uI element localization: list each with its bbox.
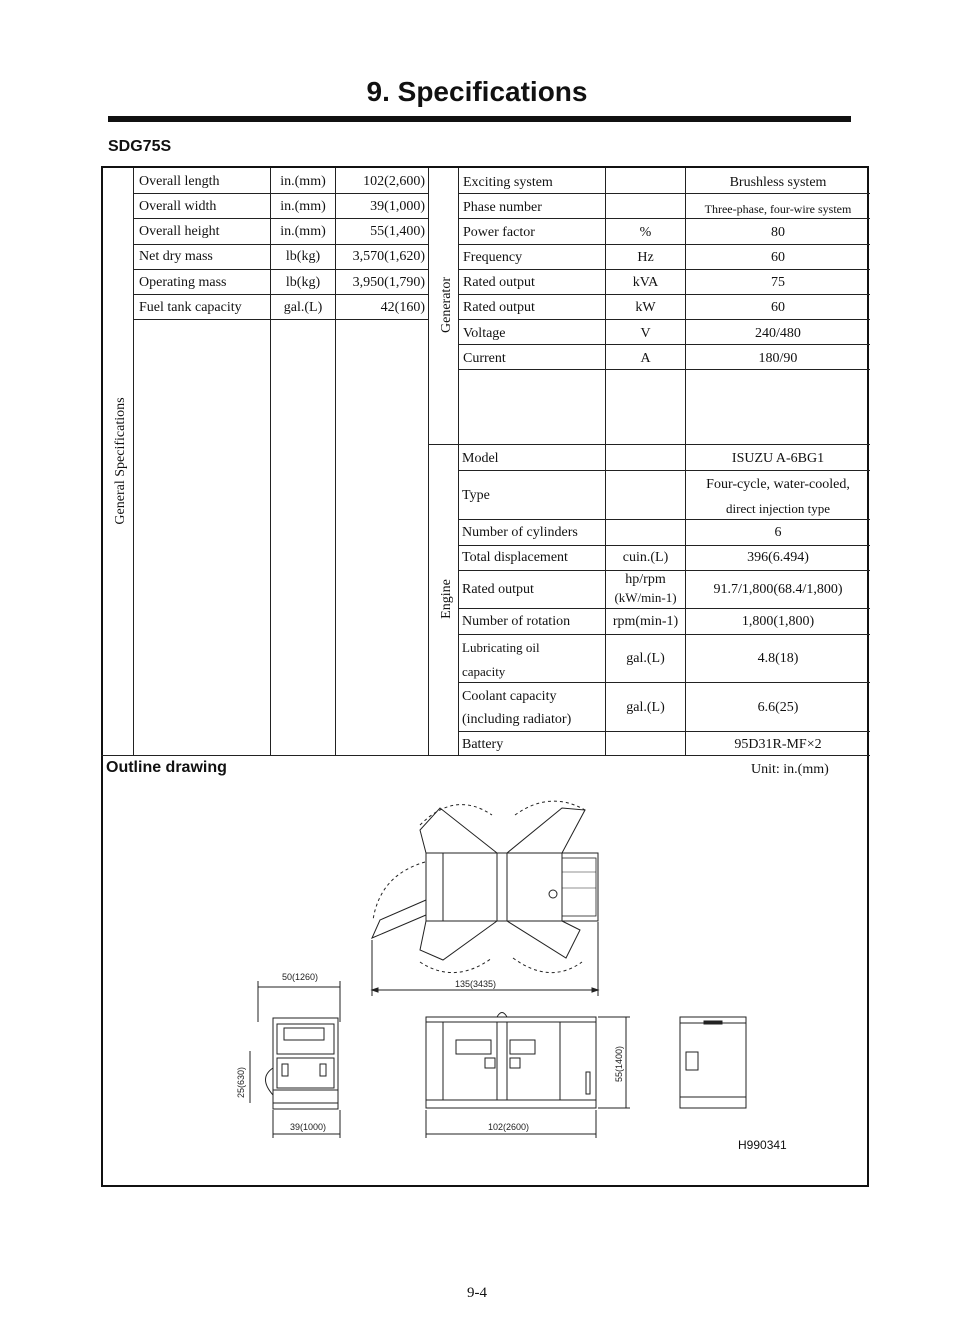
generator-item: Voltage (463, 326, 506, 341)
general-value: 39(1,000) (370, 199, 425, 214)
side-view (250, 981, 340, 1138)
general-item: Overall length (139, 174, 220, 189)
general-unit: lb(kg) (285, 249, 321, 264)
general-item: Overall height (139, 224, 220, 239)
engine-item: Battery (462, 737, 504, 752)
generator-item: Frequency (463, 250, 523, 265)
general-unit: in.(mm) (280, 174, 326, 189)
generator-section-label: Generator (439, 277, 454, 333)
engine-value: ISUZU A-6BG1 (731, 451, 825, 466)
top-view (372, 801, 598, 996)
dim-height: 55(1400) (614, 1045, 624, 1082)
rear-view (680, 1017, 746, 1108)
engine-item: Model (462, 451, 499, 466)
dim-top-length: 135(3435) (455, 979, 497, 989)
dim-length: 102(2600) (488, 1122, 530, 1132)
engine-value: 91.7/1,800(68.4/1,800) (713, 582, 843, 597)
general-section-label: General Specifications (113, 397, 128, 525)
generator-unit: Hz (637, 250, 654, 265)
engine-value: Four-cycle, water-cooled, (706, 477, 850, 492)
generator-unit: % (639, 225, 652, 240)
page-number: 9-4 (467, 1285, 487, 1301)
generator-value: 60 (771, 250, 785, 265)
title-rule (108, 116, 851, 122)
general-item: Overall width (139, 199, 217, 214)
general-item: Net dry mass (139, 249, 213, 264)
general-value: 42(160) (380, 300, 425, 315)
engine-value-line2: direct injection type (726, 501, 830, 516)
general-unit: in.(mm) (280, 224, 326, 239)
engine-unit: rpm(min-1) (612, 614, 679, 629)
long-view (426, 1013, 630, 1139)
engine-value: 6.6(25) (757, 700, 799, 715)
general-value: 3,570(1,620) (352, 249, 425, 264)
outline-unit: Unit: in.(mm) (751, 762, 829, 777)
generator-unit: kVA (632, 275, 659, 290)
general-value: 55(1,400) (370, 224, 425, 239)
outline-drawing (230, 790, 760, 1150)
engine-value: 396(6.494) (747, 550, 809, 565)
engine-value: 4.8(18) (757, 651, 799, 666)
dim-front-height: 25(630) (236, 1066, 246, 1098)
generator-value: 75 (771, 275, 785, 290)
engine-unit: gal.(L) (626, 700, 665, 715)
engine-item: Type (462, 488, 490, 503)
generator-value: Brushless system (729, 175, 827, 190)
general-value: 3,950(1,790) (352, 275, 425, 290)
generator-value: 180/90 (758, 351, 798, 366)
generator-item: Exciting system (463, 175, 553, 190)
engine-item: Rated output (462, 582, 534, 597)
engine-item: Number of rotation (462, 614, 571, 629)
engine-value: 6 (774, 525, 782, 540)
generator-item: Rated output (463, 275, 535, 290)
engine-item: Total displacement (462, 550, 568, 565)
generator-item: Power factor (463, 225, 535, 240)
drawing-code: H990341 (738, 1138, 787, 1152)
engine-item-line2: (including radiator) (462, 712, 572, 727)
dim-side-width: 50(1260) (282, 972, 319, 982)
model-name: SDG75S (108, 138, 172, 155)
generator-value: 80 (771, 225, 785, 240)
general-item: Operating mass (139, 275, 227, 290)
engine-item-line2: capacity (462, 664, 506, 679)
engine-unit: hp/rpm (625, 572, 666, 587)
general-unit: lb(kg) (285, 275, 321, 290)
generator-item: Phase number (463, 200, 542, 215)
generator-value: 240/480 (755, 326, 801, 341)
generator-item: Rated output (463, 300, 535, 315)
engine-item: Lubricating oil (462, 640, 540, 655)
generator-item: Current (463, 351, 506, 366)
generator-value: Three-phase, four-wire system (704, 202, 852, 216)
general-unit: gal.(L) (283, 300, 323, 315)
engine-unit-line2: (kW/min-1) (614, 590, 677, 605)
engine-unit: cuin.(L) (622, 550, 669, 565)
engine-value: 1,800(1,800) (741, 614, 815, 629)
general-value: 102(2,600) (363, 174, 425, 189)
engine-section-label: Engine (439, 579, 454, 619)
page-title: 9. Specifications (366, 76, 588, 107)
generator-unit: V (640, 326, 651, 341)
dim-front-width: 39(1000) (290, 1122, 327, 1132)
engine-unit: gal.(L) (626, 651, 665, 666)
general-item: Fuel tank capacity (139, 300, 242, 315)
engine-item: Number of cylinders (462, 525, 578, 540)
outline-title: Outline drawing (106, 759, 227, 776)
generator-unit: kW (635, 300, 656, 315)
engine-item: Coolant capacity (462, 689, 557, 704)
general-unit: in.(mm) (280, 199, 326, 214)
generator-unit: A (640, 351, 651, 366)
engine-value: 95D31R-MF×2 (734, 737, 822, 752)
generator-value: 60 (771, 300, 785, 315)
